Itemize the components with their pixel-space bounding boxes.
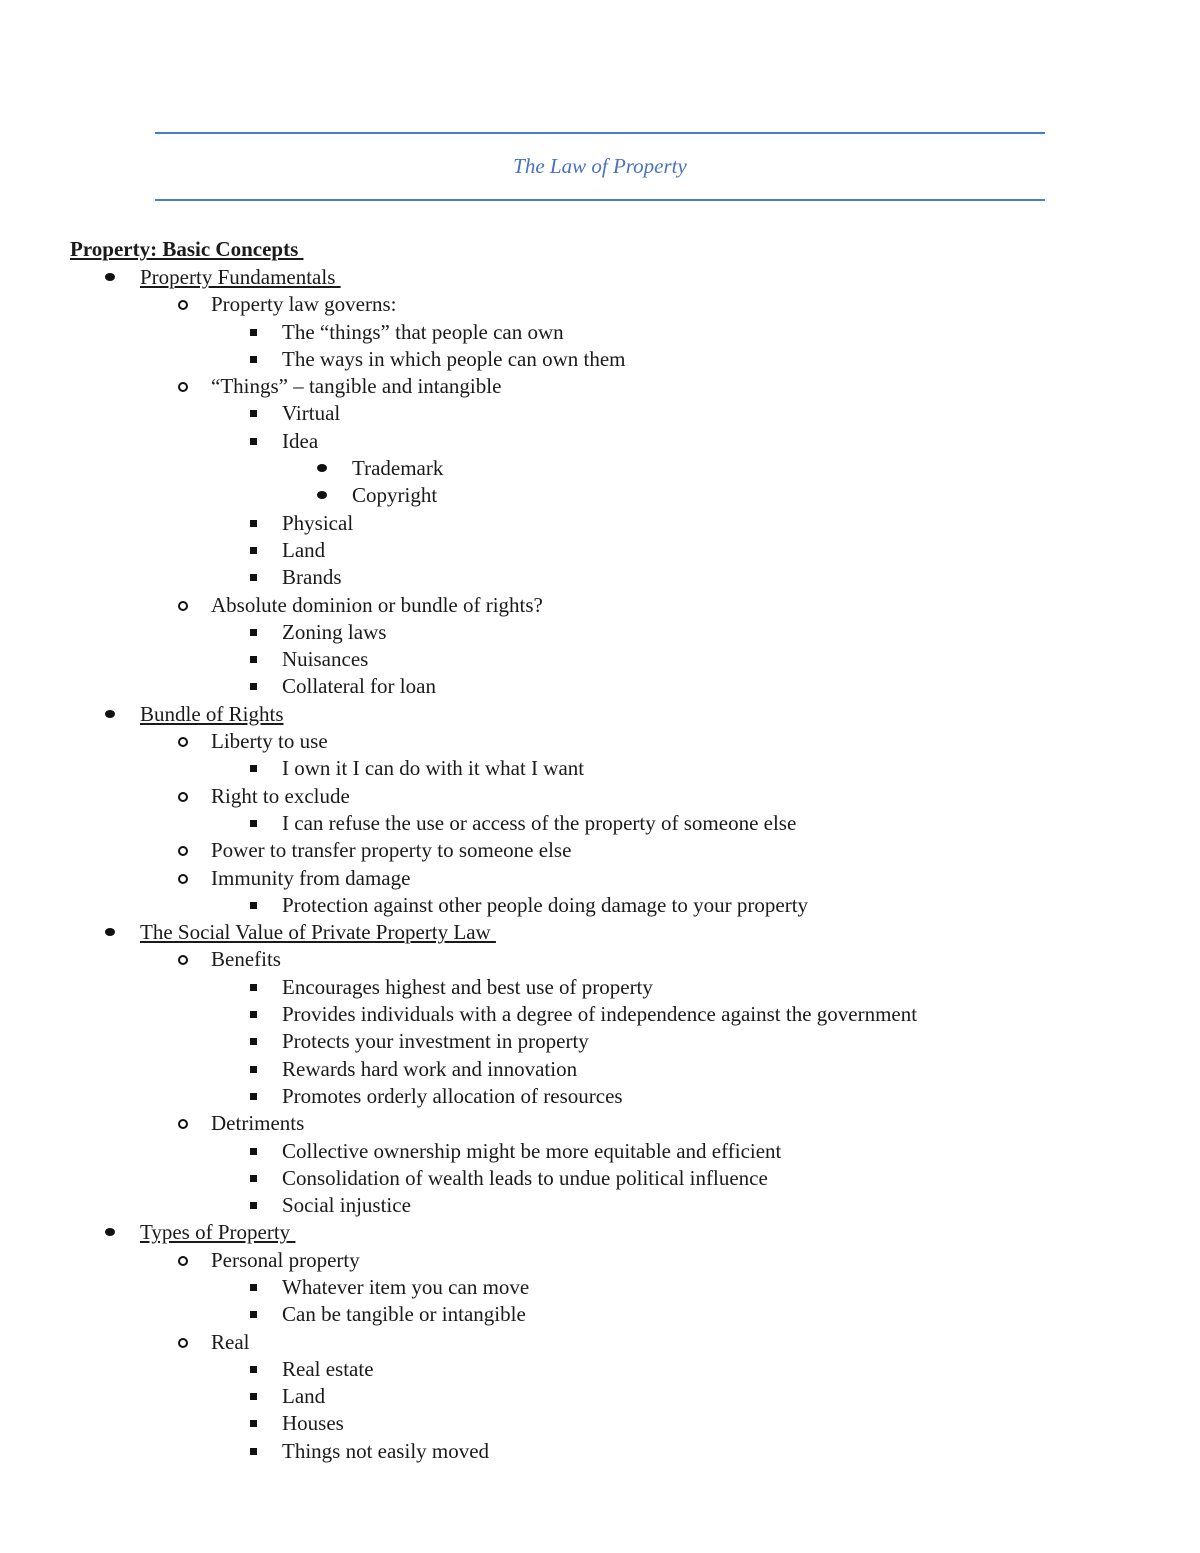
outline-item-level-1	[0, 919, 1200, 946]
outline-item-text: Idea	[282, 428, 319, 453]
outline-item-level-3	[0, 755, 1200, 782]
outline-item-level-2	[0, 783, 1200, 810]
outline-item-level-3	[0, 537, 1200, 564]
square-bullet-icon	[250, 356, 257, 363]
square-bullet-icon	[250, 1420, 257, 1427]
outline-item-level-2	[0, 1110, 1200, 1137]
outline-item-text: “Things” – tangible and intangible	[211, 374, 502, 399]
outline-item-text: Property Fundamentals	[140, 265, 341, 289]
hollow-circle-icon	[178, 1338, 188, 1348]
square-bullet-icon	[250, 683, 257, 690]
outline-item-text: Power to transfer property to someone else	[211, 838, 572, 863]
square-bullet-icon	[250, 574, 257, 581]
outline-item-level-3	[0, 1274, 1200, 1301]
outline-item-text: Types of Property	[140, 1220, 296, 1245]
outline-item-level-3	[0, 400, 1200, 427]
outline-item-text: Physical	[282, 510, 354, 535]
filled-bullet-icon	[317, 491, 327, 499]
square-bullet-icon	[250, 1175, 257, 1182]
outline-item-text: Absolute dominion or bundle of rights?	[211, 592, 543, 617]
outline-item-level-3	[0, 1301, 1200, 1328]
square-bullet-icon	[250, 820, 257, 827]
outline-item-text: Consolidation of wealth leads to undue political influence	[282, 1165, 768, 1190]
outline-item-level-2	[0, 592, 1200, 619]
outline-item-level-1	[0, 264, 1200, 291]
title-rule-bottom	[155, 199, 1045, 201]
outline-item-level-3	[0, 892, 1200, 919]
outline-item-level-3	[0, 1001, 1200, 1028]
hollow-circle-icon	[178, 792, 188, 802]
hollow-circle-icon	[178, 737, 188, 747]
outline-item-text: I can refuse the use or access of the property of someone else	[282, 810, 797, 835]
section-heading: Property: Basic Concepts	[70, 237, 304, 261]
outline-item-text: Houses	[282, 1411, 344, 1436]
outline-item-level-3	[0, 1356, 1200, 1383]
filled-bullet-icon	[105, 273, 115, 281]
outline-item-text: Can be tangible or intangible	[282, 1302, 526, 1327]
square-bullet-icon	[250, 629, 257, 636]
outline-item-text: Benefits	[211, 947, 281, 972]
outline-item-level-3	[0, 319, 1200, 346]
hollow-circle-icon	[178, 382, 188, 392]
title-rule-top	[155, 132, 1045, 134]
outline-item-text: Trademark	[352, 456, 444, 481]
outline-item-text: Land	[282, 537, 326, 562]
outline-item-level-2	[0, 946, 1200, 973]
outline-item-text: Social injustice	[282, 1193, 411, 1218]
outline-item-text: The ways in which people can own them	[282, 346, 626, 371]
outline-item-text: Property law governs:	[211, 292, 397, 317]
outline-item-level-3	[0, 1383, 1200, 1410]
outline-item-text: Personal property	[211, 1247, 360, 1272]
hollow-circle-icon	[178, 300, 188, 310]
square-bullet-icon	[250, 1284, 257, 1291]
outline-item-text: Rewards hard work and innovation	[282, 1056, 578, 1081]
document-title: The Law of Property	[513, 154, 687, 178]
square-bullet-icon	[250, 1011, 257, 1018]
outline-item-level-2	[0, 291, 1200, 318]
hollow-circle-icon	[178, 1119, 188, 1129]
square-bullet-icon	[250, 656, 257, 663]
filled-bullet-icon	[105, 710, 115, 718]
outline-item-level-3	[0, 1410, 1200, 1437]
outline-item-text: Brands	[282, 565, 342, 590]
outline-item-text: Liberty to use	[211, 729, 328, 754]
filled-bullet-icon	[105, 1228, 115, 1236]
outline-item-level-4	[0, 455, 1200, 482]
outline-item-text: I own it I can do with it what I want	[282, 756, 585, 781]
outline-item-text: Real	[211, 1329, 250, 1354]
square-bullet-icon	[250, 1366, 257, 1373]
outline-item-level-2	[0, 1247, 1200, 1274]
hollow-circle-icon	[178, 846, 188, 856]
outline-item-level-3	[0, 1192, 1200, 1219]
outline-item-level-3	[0, 1438, 1200, 1465]
outline-item-text: Land	[282, 1384, 326, 1409]
square-bullet-icon	[250, 547, 257, 554]
outline-item-text: Encourages highest and best use of property	[282, 974, 653, 999]
outline-list	[0, 264, 1200, 1465]
outline-item-text: Protects your investment in property	[282, 1029, 589, 1054]
outline-item-level-3	[0, 619, 1200, 646]
outline-item-level-2	[0, 1329, 1200, 1356]
outline-item-text: Promotes orderly allocation of resources	[282, 1083, 623, 1108]
square-bullet-icon	[250, 520, 257, 527]
filled-bullet-icon	[317, 464, 327, 472]
square-bullet-icon	[250, 1448, 257, 1455]
outline-item-level-3	[0, 1028, 1200, 1055]
outline-item-text: Whatever item you can move	[282, 1274, 530, 1299]
outline-item-text: Copyright	[352, 483, 438, 508]
square-bullet-icon	[250, 1311, 257, 1318]
outline-item-text: Provides individuals with a degree of independence against the government	[282, 1002, 918, 1027]
outline-item-level-1	[0, 1219, 1200, 1246]
square-bullet-icon	[250, 1038, 257, 1045]
outline-item-text: Collateral for loan	[282, 674, 436, 699]
outline-item-text: Real estate	[282, 1356, 374, 1381]
outline-item-level-3	[0, 673, 1200, 700]
outline-item-level-3	[0, 1138, 1200, 1165]
square-bullet-icon	[250, 902, 257, 909]
outline-item-level-3	[0, 974, 1200, 1001]
filled-bullet-icon	[105, 928, 115, 936]
outline-item-level-4	[0, 482, 1200, 509]
outline-item-level-2	[0, 728, 1200, 755]
outline-item-level-2	[0, 865, 1200, 892]
outline-item-text: Zoning laws	[282, 619, 387, 644]
square-bullet-icon	[250, 765, 257, 772]
outline-item-text: Right to exclude	[211, 783, 350, 808]
outline-item-text: The “things” that people can own	[282, 319, 564, 344]
outline-item-text: Immunity from damage	[211, 865, 411, 890]
square-bullet-icon	[250, 1202, 257, 1209]
outline-item-level-3	[0, 510, 1200, 537]
outline-item-level-2	[0, 837, 1200, 864]
square-bullet-icon	[250, 1148, 257, 1155]
outline-item-text: Detriments	[211, 1111, 305, 1136]
outline-item-level-3	[0, 1083, 1200, 1110]
outline-item-level-3	[0, 428, 1200, 455]
hollow-circle-icon	[178, 955, 188, 965]
outline-item-text: Nuisances	[282, 647, 369, 672]
square-bullet-icon	[250, 329, 257, 336]
outline-item-level-3	[0, 1165, 1200, 1192]
hollow-circle-icon	[178, 1256, 188, 1266]
outline-item-text: The Social Value of Private Property Law	[140, 920, 496, 945]
square-bullet-icon	[250, 1393, 257, 1400]
outline-item-text: Things not easily moved	[282, 1438, 490, 1463]
square-bullet-icon	[250, 1066, 257, 1073]
outline-item-level-1	[0, 701, 1200, 728]
outline-item-level-3	[0, 346, 1200, 373]
square-bullet-icon	[250, 410, 257, 417]
outline-item-text: Protection against other people doing damage to your property	[282, 892, 809, 917]
outline-item-text: Virtual	[282, 401, 341, 426]
hollow-circle-icon	[178, 874, 188, 884]
outline-item-text: Bundle of Rights	[140, 701, 284, 726]
square-bullet-icon	[250, 438, 257, 445]
outline-item-level-3	[0, 646, 1200, 673]
outline-item-level-2	[0, 373, 1200, 400]
outline-item-level-3	[0, 810, 1200, 837]
hollow-circle-icon	[178, 601, 188, 611]
square-bullet-icon	[250, 1093, 257, 1100]
square-bullet-icon	[250, 984, 257, 991]
outline-item-text: Collective ownership might be more equitable and efficient	[282, 1138, 782, 1163]
outline-item-level-3	[0, 564, 1200, 591]
outline-item-level-3	[0, 1056, 1200, 1083]
